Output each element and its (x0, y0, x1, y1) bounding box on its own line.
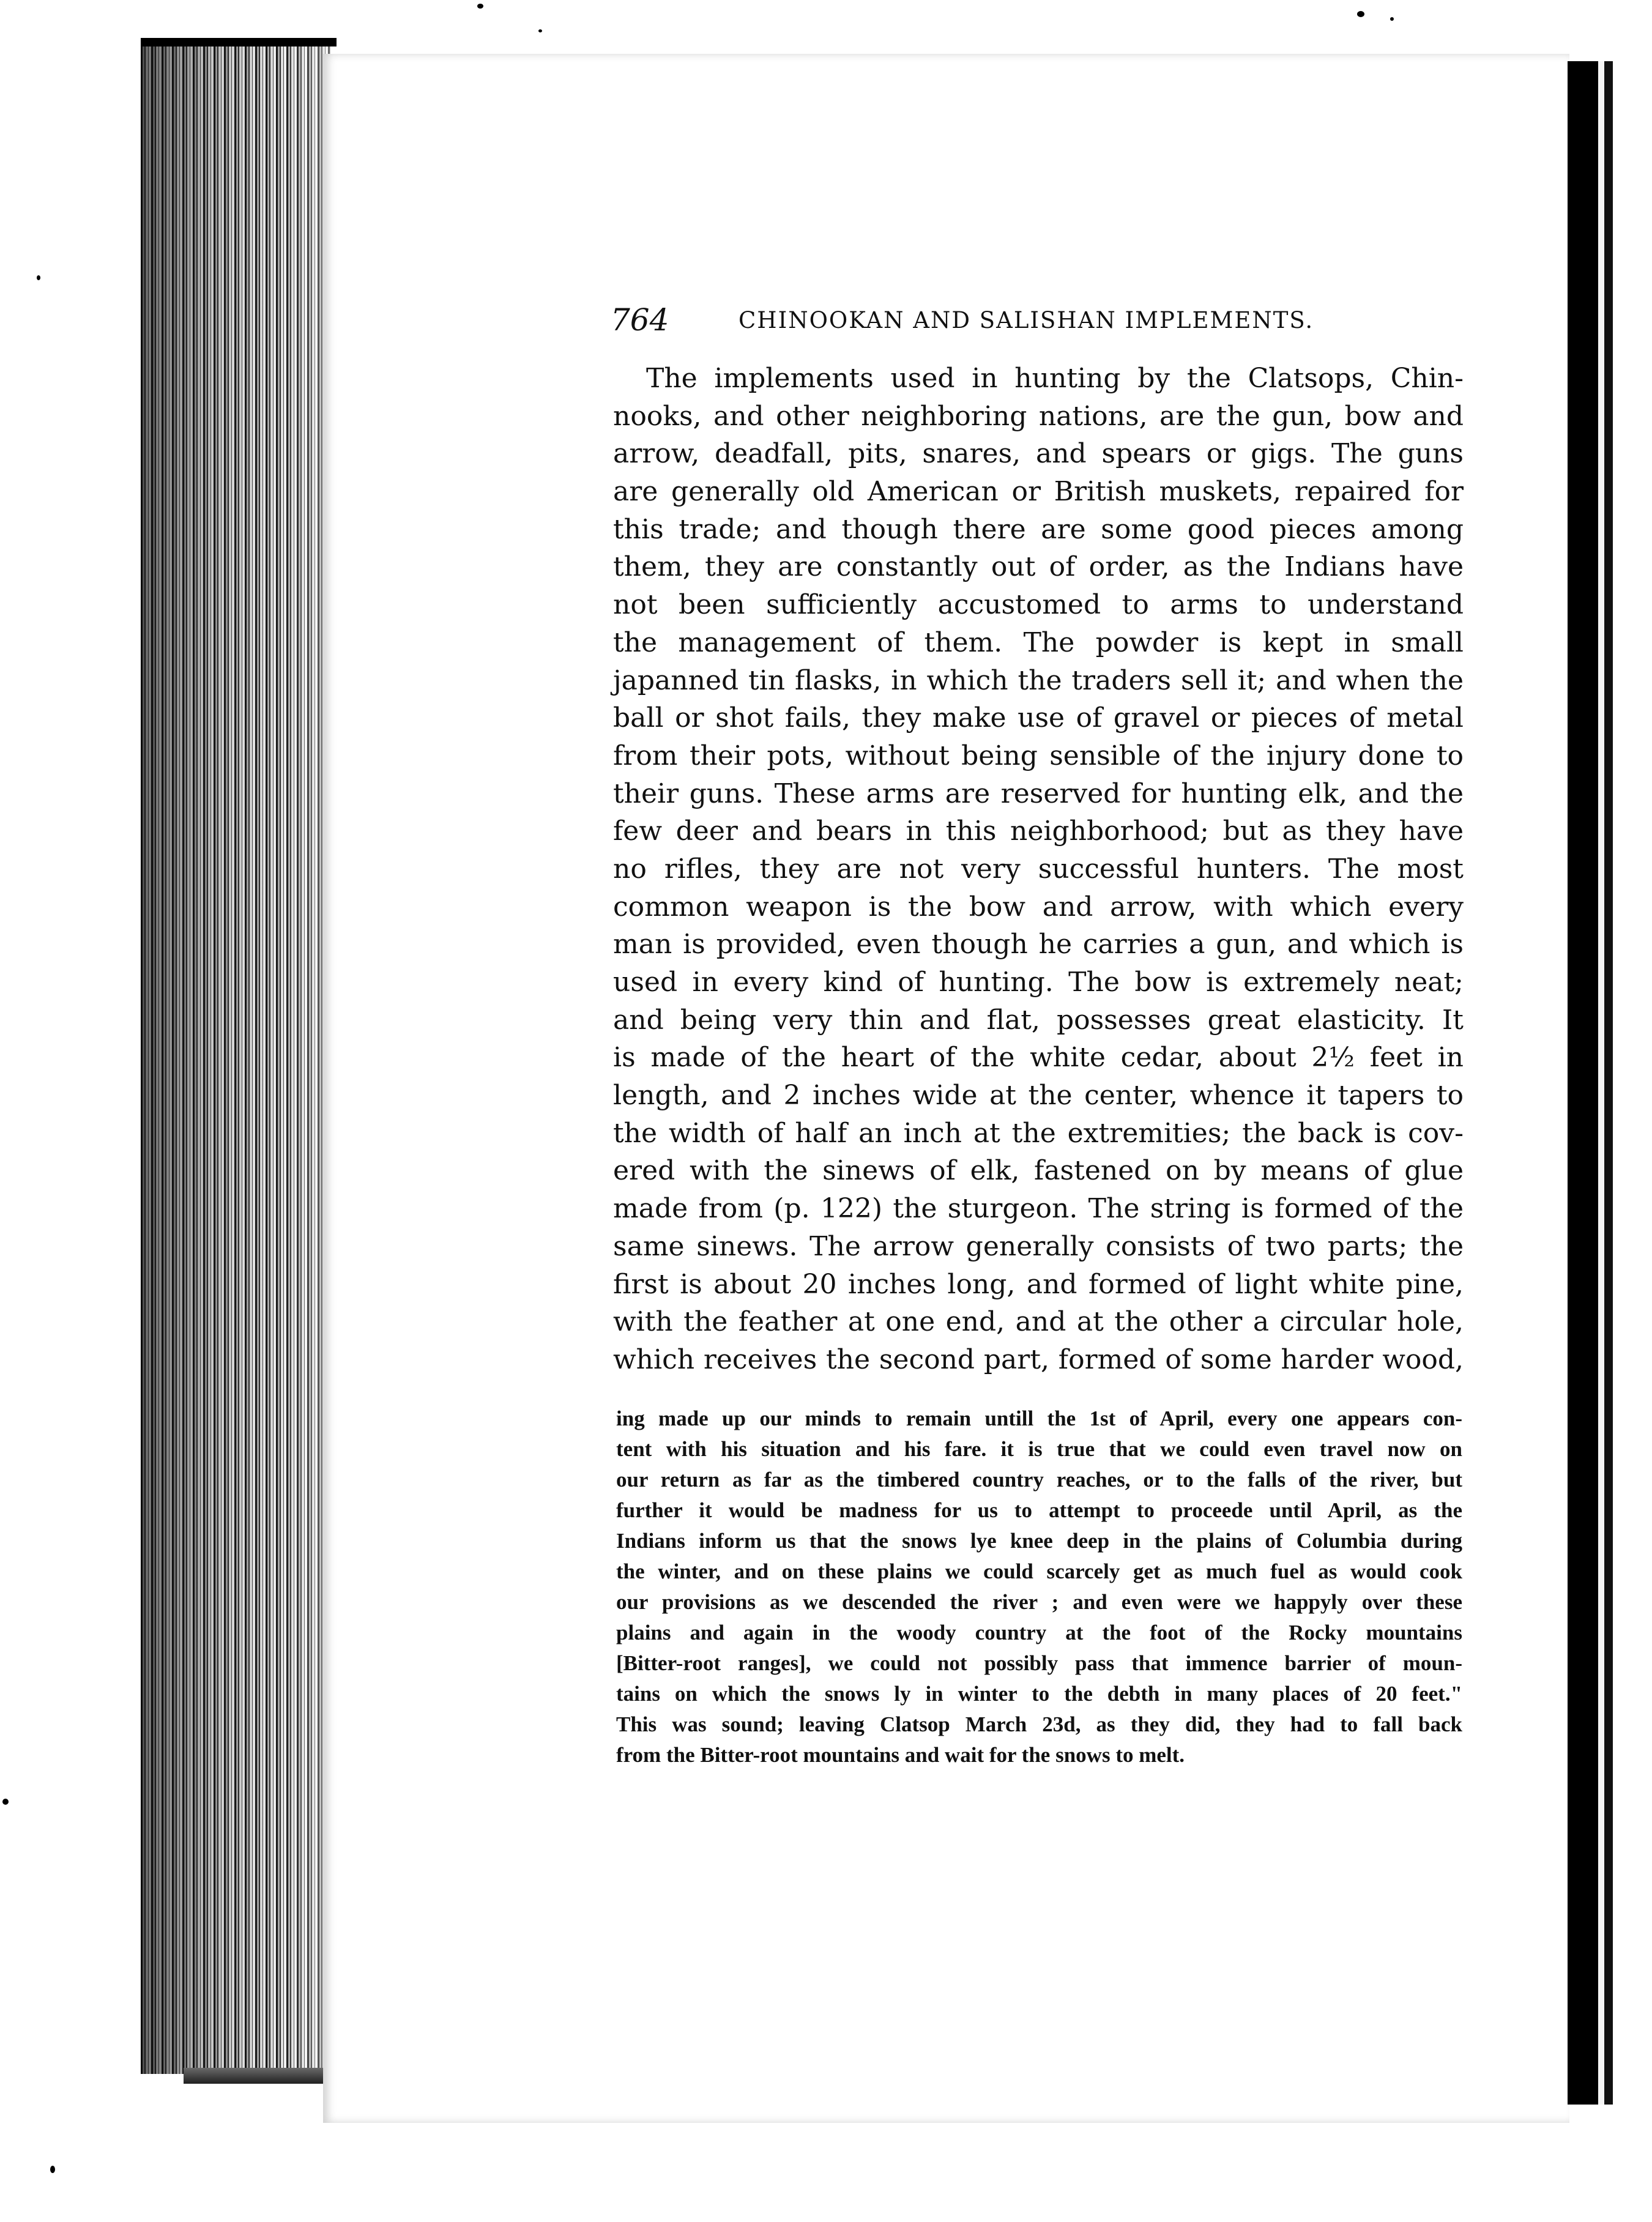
scan-speck (50, 2166, 55, 2173)
footnote-line: This was sound; leaving Clatsop March 23d, as they did, they had to fall back (616, 1712, 1462, 1736)
footnote-line: further it would be madness for us to attempt to proceede until April, as the (616, 1498, 1462, 1522)
footnote-line: plains and again in the woody country at the foot of the Rocky mountains (616, 1621, 1462, 1644)
page-edges-shadow (141, 40, 330, 2074)
scan-speck (477, 4, 483, 9)
body-line: ball or shot fails, they make use of gravel or pieces of metal (613, 702, 1464, 734)
footnote-line: our return as far as the timbered country reaches, or to the falls of the river, but (616, 1468, 1462, 1492)
facing-page-gutter (1568, 61, 1598, 2105)
body-line: The implements used in hunting by the Clatsops, Chin- (646, 363, 1464, 394)
body-line: made from (p. 122) the sturgeon. The string is formed of the (613, 1193, 1464, 1225)
body-line: which receives the second part, formed of some harder wood, (613, 1343, 1464, 1375)
body-line: not been sufficiently accustomed to arms to understand (613, 589, 1464, 621)
body-line: japanned tin flasks, in which the traders sell it; and when the (613, 664, 1464, 696)
page-number: 764 (611, 302, 669, 338)
facing-page-border (1604, 61, 1613, 2105)
scan-speck (1569, 1571, 1571, 1577)
footnote-line: [Bitter-root ranges], we could not possibly pass that immence barrier of moun- (616, 1651, 1462, 1675)
scan-speck (37, 275, 40, 280)
body-line: and being very thin and flat, possesses great elasticity. It (613, 1004, 1464, 1036)
body-line: this trade; and though there are some good pieces among (613, 513, 1464, 545)
body-text (613, 360, 1464, 1379)
body-line: them, they are constantly out of order, as the Indians have (613, 551, 1464, 583)
body-line: from their pots, without being sensible of the injury done to (613, 740, 1464, 771)
body-line: common weapon is the bow and arrow, with which every (613, 891, 1464, 923)
body-line: few deer and bears in this neighborhood; but as they have (613, 816, 1464, 847)
footnote-line: tains on which the snows ly in winter to the debth in many places of 20 feet." (616, 1682, 1462, 1706)
body-line: are generally old American or British muskets, repaired for (613, 476, 1464, 508)
scan-speck (1390, 17, 1394, 21)
body-line: used in every kind of hunting. The bow is extremely neat; (613, 967, 1464, 998)
scan-speck (2, 1799, 9, 1805)
footnote-line: our provisions as we descended the river ; and even were we happyly over these (616, 1590, 1462, 1614)
body-line: first is about 20 inches long, and formed of light white pine, (613, 1268, 1464, 1300)
body-line: same sinews. The arrow generally consists of two parts; the (613, 1230, 1464, 1262)
book-edge-bottom (184, 2068, 343, 2084)
body-line: arrow, deadfall, pits, snares, and spears or gigs. The guns (613, 438, 1464, 470)
footnote-line: from the Bitter-root mountains and wait for the snows to melt. (616, 1743, 1185, 1767)
body-line: no rifles, they are not very successful hunters. The most (613, 853, 1464, 885)
body-line: length, and 2 inches wide at the center, whence it tapers to (613, 1080, 1464, 1112)
scan-speck (1357, 11, 1364, 17)
footnote-line: the winter, and on these plains we could scarcely get as much fuel as would cook (616, 1559, 1462, 1583)
running-head: CHINOOKAN AND SALISHAN IMPLEMENTS. (739, 307, 1314, 333)
body-line: is made of the heart of the white cedar, about 2½ feet in (613, 1042, 1464, 1074)
body-line: man is provided, even though he carries a gun, and which is (613, 929, 1464, 961)
page-header (611, 299, 1350, 341)
body-line: nooks, and other neighboring nations, are the gun, bow and (613, 400, 1464, 432)
body-line: ered with the sinews of elk, fastened on by means of glue (613, 1155, 1464, 1187)
body-line: their guns. These arms are reserved for hunting elk, and the (613, 778, 1464, 809)
footnote-line: tent with his situation and his fare. it is true that we could even travel now on (616, 1437, 1462, 1461)
book-edge-top (141, 38, 337, 46)
scan-speck (538, 29, 542, 32)
footnote-line: Indians inform us that the snows lye knee deep in the plains of Columbia during (616, 1529, 1462, 1553)
footnote (616, 1403, 1462, 1771)
body-line: the width of half an inch at the extremities; the back is cov- (613, 1117, 1464, 1149)
footnote-line: ing made up our minds to remain untill the 1st of April, every one appears con- (616, 1406, 1462, 1430)
facing-page-edge (1598, 61, 1604, 2105)
body-line: with the feather at one end, and at the other a circular hole, (613, 1306, 1464, 1338)
body-line: the management of them. The powder is kept in small (613, 626, 1464, 658)
